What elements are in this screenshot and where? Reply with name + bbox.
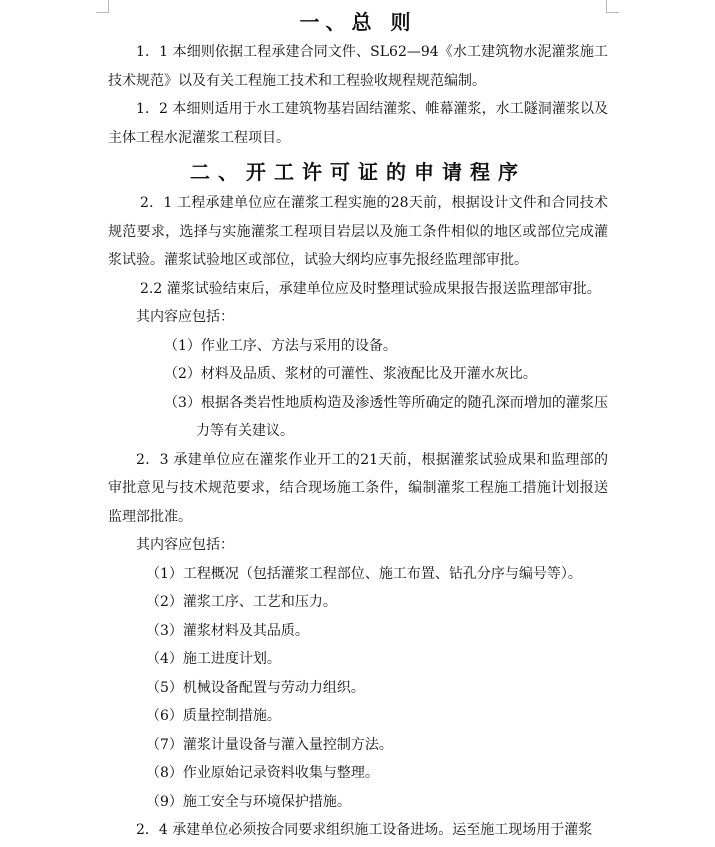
list-item: （2）材料及品质、浆材的可灌性、浆液配比及开灌水灰比。 bbox=[164, 366, 537, 382]
section-heading-general: 一、总 则 bbox=[299, 10, 417, 34]
document-body bbox=[108, 0, 608, 845]
list-item: （1）工程概况（包括灌浆工程部位、施工布置、钻孔分序与编号等）。 bbox=[146, 565, 582, 582]
paragraph-2-1: 2．1 工程承建单位应在灌浆工程实施的28天前，根据设计文件和合同技术规范要求，选择与实施灌浆工程项目岩层以及施工条件相似的地区或部位完成灌浆试验。灌浆试验地区或部位，试验大纲均应事先报经监理部审批。 bbox=[108, 195, 608, 268]
paragraph-2-4: 2．4 承建单位必须按合同要求组织施工设备进场。运至施工现场用于灌浆 bbox=[136, 822, 593, 838]
list-item: （1）作业工序、方法与采用的设备。 bbox=[164, 337, 397, 354]
paragraph-2-3: 2．3 承建单位应在灌浆作业开工的21天前，根据灌浆试验成果和监理部的审批意见与技术规范要求，结合现场施工条件，编制灌浆工程施工措施计划报送监理部批准。 bbox=[108, 451, 608, 525]
paragraph-2-2-intro: 其内容应包括： bbox=[136, 309, 234, 325]
list-item: （6）质量控制措施。 bbox=[146, 708, 281, 724]
list-item: （2）灌浆工序、工艺和压力。 bbox=[146, 594, 337, 610]
paragraph-2-2: 2.2 灌浆试验结束后，承建单位应及时整理试验成果报告报送监理部审批。 bbox=[140, 280, 601, 297]
list-item: （7）灌浆计量设备与灌入量控制方法。 bbox=[146, 736, 393, 753]
list-item: （3）灌浆材料及其品质。 bbox=[146, 622, 309, 639]
paragraph-1-1: 1．1 本细则依据工程承建合同文件、SL62—94《水工建筑物水泥灌浆施工技术规范》以及有关工程施工技术和工程验收规程规范编制。 bbox=[108, 44, 608, 89]
list-item: （5）机械设备配置与劳动力组织。 bbox=[146, 679, 365, 696]
paragraph-1-2: 1．2 本细则适用于水工建筑物基岩固结灌浆、帷幕灌浆，水工隧洞灌浆以及主体工程水泥灌浆工程项目。 bbox=[108, 101, 608, 146]
list-item: （3）根据各类岩性地质构造及渗透性等所确定的随孔深而增加的灌浆压力等有关建议。 bbox=[164, 394, 608, 439]
section-heading-permit-procedure: 二、开工许可证的申请程序 bbox=[190, 160, 526, 184]
list-item: （8）作业原始记录资料收集与整理。 bbox=[146, 765, 379, 781]
paragraph-2-3-intro: 其内容应包括： bbox=[136, 537, 234, 553]
list-item: （4）施工进度计划。 bbox=[146, 651, 281, 667]
list-item: （9）施工安全与环境保护措施。 bbox=[146, 793, 351, 810]
